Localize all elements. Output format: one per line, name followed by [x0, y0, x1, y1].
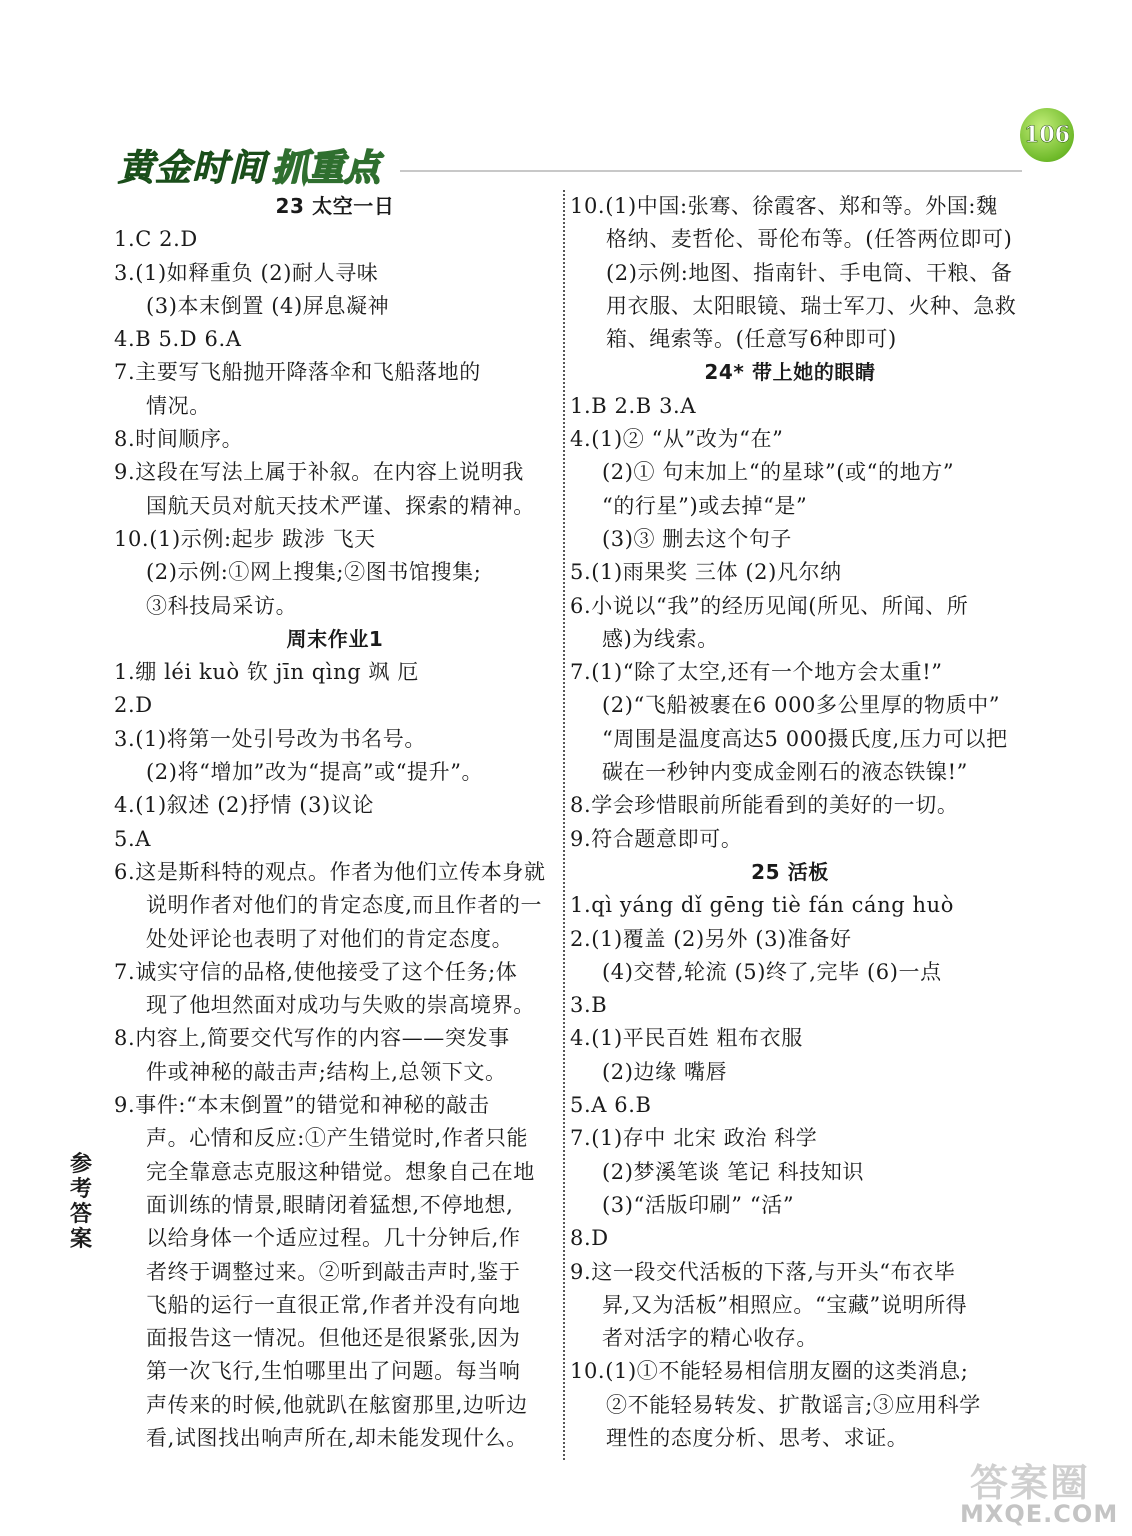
- right-answer-column: [570, 190, 1017, 1455]
- section-heading: 24* 带上她的眼睛: [704, 360, 876, 385]
- answer-line: 现了他坦然面对成功与失败的崇高境界。: [146, 993, 535, 1018]
- watermark-url: MXQE.COM: [960, 1500, 1119, 1528]
- answer-line: 9.这段在写法上属于补叙。在内容上说明我: [114, 460, 525, 485]
- answer-line: 1.绷 léi kuò 钦 jīn qìng 飒 厄: [114, 660, 419, 685]
- page-header: [0, 0, 1132, 195]
- answer-line: 看,试图找出响声所在,却未能发现什么。: [146, 1425, 528, 1450]
- answer-line: ③科技局采访。: [146, 593, 298, 618]
- answer-line: 面报告这一情况。但他还是很紧张,因为: [146, 1326, 521, 1351]
- answer-line: 5.A 6.B: [570, 1093, 652, 1118]
- answer-line: (2)① 句末加上“的星球”(或“的地方”: [602, 460, 955, 485]
- answer-line: 10.(1)示例:起步 跋涉 飞天: [114, 526, 376, 551]
- answer-line: (2)示例:地图、指南针、手电筒、干粮、备: [606, 260, 1013, 285]
- answer-line: 面训练的情景,眼睛闭着猛想,不停地想,: [146, 1192, 514, 1217]
- answer-line: 7.(1)“除了太空,还有一个地方会太重!”: [570, 660, 943, 685]
- answer-line: 8.时间顺序。: [114, 427, 244, 452]
- answer-line: (2)“飞船被裹在6 000多公里厚的物质中”: [602, 693, 1001, 718]
- answer-line: 第一次飞行,生怕哪里出了问题。每当响: [146, 1359, 521, 1384]
- answer-line: 7.诚实守信的品格,使他接受了这个任务;体: [114, 959, 518, 984]
- answer-line: 昇,又为活板”相照应。“宝藏”说明所得: [602, 1292, 968, 1317]
- answer-line: 2.D: [114, 693, 153, 718]
- answer-line: 6.小说以“我”的经历见闻(所见、所闻、所: [570, 593, 969, 618]
- answer-line: (2)边缘 嘴唇: [602, 1059, 728, 1084]
- watermark-logo: 答案圈: [970, 1461, 1091, 1505]
- answer-line: 8.D: [570, 1226, 609, 1251]
- answer-line: 10.(1)中国:张骞、徐霞客、郑和等。外国:魏: [570, 194, 998, 218]
- answer-line: (3)③ 删去这个句子: [602, 526, 793, 551]
- brand-title: 黄金时间: [118, 147, 267, 189]
- answer-line: 处处评论也表明了对他们的肯定态度。: [146, 926, 514, 951]
- answer-line: (2)梦溪笔谈 笔记 科技知识: [602, 1159, 865, 1184]
- answer-line: 箱、绳索等。(任意写6种即可): [606, 327, 897, 352]
- answer-line: 件或神秘的敲击声;结构上,总领下文。: [146, 1059, 507, 1084]
- answer-line: 9.符合题意即可。: [570, 826, 743, 851]
- answer-line: (2)示例:①网上搜集;②图书馆搜集;: [146, 560, 482, 585]
- answer-line: 5.(1)雨果奖 三体 (2)凡尔纳: [570, 560, 842, 585]
- answer-line: 4.(1)② “从”改为“在”: [570, 427, 784, 452]
- answer-line: 用衣服、太阳眼镜、瑞士军刀、火种、急救: [606, 293, 1017, 318]
- answer-line: 1.C 2.D: [114, 227, 198, 252]
- answer-line: 完全靠意志克服这种错觉。想象自己在地: [146, 1159, 535, 1184]
- answer-line: 4.(1)叙述 (2)抒情 (3)议论: [114, 793, 375, 818]
- left-answer-column: [114, 190, 556, 1455]
- answer-line: 4.(1)平民百姓 粗布衣服: [570, 1026, 803, 1051]
- answer-line: 碳在一秒钟内变成金刚石的液态铁镍!”: [602, 760, 968, 785]
- answer-line: 5.A: [114, 826, 152, 851]
- answer-line: 者对活字的精心收存。: [602, 1326, 818, 1351]
- answer-line: 1.B 2.B 3.A: [570, 393, 697, 418]
- answer-line: 10.(1)①不能轻易相信朋友圈的这类消息;: [570, 1359, 969, 1384]
- answer-line: 9.这一段交代活板的下落,与开头“布衣毕: [570, 1259, 956, 1284]
- answer-line: 8.内容上,简要交代写作的内容——突发事: [114, 1026, 510, 1051]
- page-number-badge: 106: [1020, 108, 1074, 162]
- answer-line: 格纳、麦哲伦、哥伦布等。(任答两位即可): [606, 227, 1013, 252]
- answer-line: (3)“活版印刷” “活”: [602, 1192, 795, 1217]
- section-heading: 25 活板: [751, 859, 829, 884]
- brand-logo: [118, 143, 380, 187]
- header-rule: [400, 170, 1022, 172]
- answer-line: 声传来的时候,他就趴在舷窗那里,边听边: [146, 1392, 528, 1417]
- answer-line: 者终于调整过来。②听到敲击声时,鉴于: [146, 1259, 521, 1284]
- answer-line: 9.事件:“本末倒置”的错觉和神秘的敲击: [114, 1093, 490, 1118]
- answer-line: (3)本末倒置 (4)屏息凝神: [146, 293, 390, 318]
- answer-line: (2)将“增加”改为“提高”或“提升”。: [146, 760, 484, 785]
- answer-line: (4)交替,轮流 (5)终了,完毕 (6)一点: [602, 959, 942, 984]
- section-heading: 周末作业1: [286, 626, 384, 651]
- column-divider: [563, 190, 565, 1460]
- answer-line: 3.B: [570, 993, 608, 1018]
- answer-line: 3.(1)如释重负 (2)耐人寻味: [114, 260, 379, 285]
- watermark: [940, 1452, 1130, 1536]
- answer-line: 2.(1)覆盖 (2)另外 (3)准备好: [570, 926, 852, 951]
- answer-line: 情况。: [146, 393, 211, 418]
- answer-line: 理性的态度分析、思考、求证。: [606, 1425, 909, 1450]
- answer-line: 感)为线索。: [602, 626, 719, 651]
- answer-line: 3.(1)将第一处引号改为书名号。: [114, 726, 426, 751]
- answer-line: ②不能轻易转发、扩散谣言;③应用科学: [606, 1392, 981, 1417]
- section-heading: 23 太空一日: [275, 194, 395, 218]
- answer-line: 1.qì yáng dǐ gēng tiè fán cáng huò: [570, 893, 955, 918]
- answer-line: 7.主要写飞船抛开降落伞和飞船落地的: [114, 360, 481, 385]
- answer-line: 说明作者对他们的肯定态度,而且作者的一: [146, 893, 543, 918]
- answer-line: 飞船的运行一直很正常,作者并没有向地: [146, 1292, 521, 1317]
- answer-line: “周围是温度高达5 000摄氏度,压力可以把: [602, 726, 1008, 751]
- answer-line: 7.(1)存中 北宋 政治 科学: [570, 1126, 818, 1151]
- answer-line: 声。心情和反应:①产生错觉时,作者只能: [146, 1126, 529, 1151]
- answer-line: “的行星”)或去掉“是”: [602, 493, 808, 518]
- answer-line: 4.B 5.D 6.A: [114, 327, 242, 352]
- answer-line: 以给身体一个适应过程。几十分钟后,作: [146, 1226, 521, 1251]
- answer-line: 国航天员对航天技术严谨、探索的精神。: [146, 493, 535, 518]
- side-label-reference-answers: 参考答案: [69, 1152, 92, 1252]
- brand-subtitle: 抓重点: [272, 147, 381, 189]
- answer-line: 8.学会珍惜眼前所能看到的美好的一切。: [570, 793, 959, 818]
- answer-line: 6.这是斯科特的观点。作者为他们立传本身就: [114, 859, 546, 884]
